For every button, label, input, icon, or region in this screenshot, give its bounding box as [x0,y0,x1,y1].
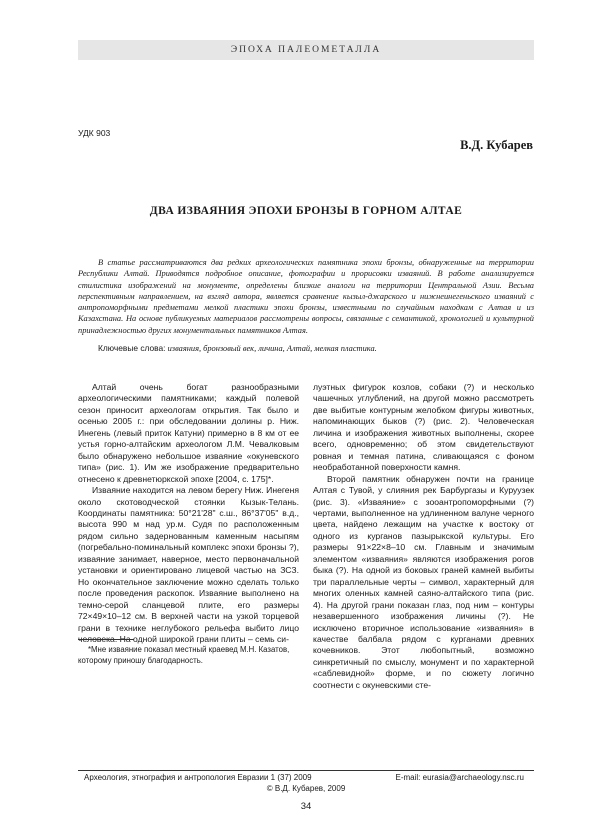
section-title: ЭПОХА ПАЛЕОМЕТАЛЛА [230,45,382,55]
footer-divider [78,770,534,771]
footnote: *Мне изваяние показал местный краевед М.Н. Казатов, которому приношу благодарность. [78,645,290,665]
body-paragraph: Второй памятник обнаружен почти на границе Алтая с Тувой, у слияния рек Барбургазы и Куруузек (рис. 3). «Изваяние» с зооантропоморфными (?) чертами, выполненное на удлиненном валуне черного цвета, найдено лежащим на участке к востоку от одного из курганов пазырыкской культуры. Его размеры 91×22×8–10 см. Главным и значимым элементом «изваяния» являются изображения рогов быка (?). На одной из боковых граней камней выбиты три параллельные черты – символ, характерный для многих оленных камней саяно-алтайского типа (рис. 4). На другой грани показан глаз, под ним – контуры незавершенного изображения личины (?). Не исключено вторичное использование «изваяния» в качестве балбала рядом с курганами древних кочевников. Этот любопытный, возможно синкретичный по смыслу, монумент и по характерной «саблевидной» форме, и по сюжету логично соотнести с окуневскими сте- [313,473,534,690]
abstract: В статье рассматриваются два редких археологических памятника эпохи бронзы, обнаруженные на территории Республики Алтай. Приводятся подробное описание, фотографии и прорисовки изваяний. В работе анализируется стилистика изображений на монументе, определены близкие аналоги на территории Центральной Азии. Весьма перспективным направлением, на взгляд автора, является сравнение кызыл-джарского и нижнеинегеньского изваяний с антропоморфными предметами мелкой пластики эпохи бронзы, известными по случайным находкам с Алтая и из Казахстана. На основе публикуемых материалов рассмотрены вопросы, связанные с семантикой, хронологией и культурной принадлежностью других монументальных памятников Алтая. [78,258,534,335]
body-column-right [313,382,534,691]
author-name: В.Д. Кубарев [460,138,533,152]
journal-email: E-mail: eurasia@archaeology.nsc.ru [395,773,524,782]
keywords-label: Ключевые слова: [98,343,166,353]
article-title: ДВА ИЗВАЯНИЯ ЭПОХИ БРОНЗЫ В ГОРНОМ АЛТАЕ [149,205,463,217]
section-header-band [78,40,534,60]
keywords-text: изваяния, бронзовый век, личина, Алтай, мелкая пластика. [167,344,377,353]
footnote-divider [78,639,134,640]
page-number: 34 [300,801,312,812]
udk-code: УДК 903 [78,128,111,138]
body-paragraph: Алтай очень богат разнообразными археологическими памятниками; каждый полевой сезон приносит археологам открытия. Так было и осенью 2005 г.: при обследовании долины р. Ниж. Инегень (левый приток Катуни) примерно в 8 км от ее устья горно-алтайским археологом Л.М. Чевалковым было обнаружено небольшое изваяние «окуневского типа» (рис. 1). Им же изображение предварительно отнесено к древнетюркской эпохе [2004, с. 175]*. [78,382,299,484]
body-paragraph: луэтных фигурок козлов, собаки (?) и несколько чашечных углублений, на другой можно рассмотреть две выбитые контурным желобком фигуры животных, напоминающих быков (?) (рис. 2). Человеческая личина и изображения животных выполнены, скорее всего, одновременно; об этом свидетельствуют ровная и темная патина, сливающаяся с фоном необработанной поверхности камня. [313,382,534,473]
keywords [78,343,534,354]
body-column-left [78,382,299,645]
copyright: © В.Д. Кубарев, 2009 [266,784,346,793]
journal-citation: Археология, этнография и антропология Евразии 1 (37) 2009 [84,773,312,782]
body-paragraph: Изваяние находится на левом берегу Ниж. Инегеня около скотоводческой стоянки Кызык-Телань. Координаты памятника: 50°21'28" с.ш., 86°37'05" в.д., высота 990 м над ур.м. Судя по расположенным рядом сильно задернованным каменным насыпям (погребально-поминальный комплекс эпохи бронзы ?), изваяние занимает, наверное, место первоначальной установки и ориентировано лицевой частью на ЗСЗ. Но окончательное заключение можно сделать только после проведения раскопок. Изваяние выполнено на темно-серой сланцевой плите, его размеры 72×49×10–12 см. В верхней части на узкой торцевой грани в технике неглубокого рельефа выбито лицо человека. На одной широкой грани плиты – семь си- [78,485,299,644]
